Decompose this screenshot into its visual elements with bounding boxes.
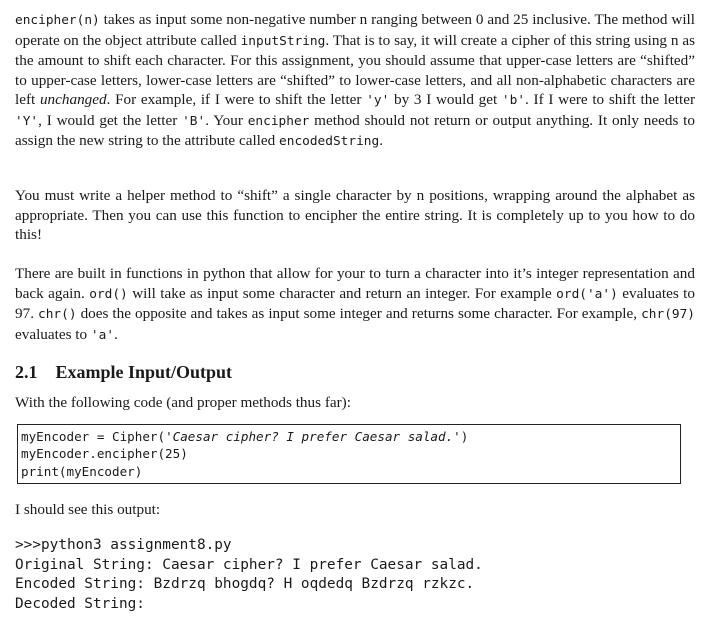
- code-char-y: 'y': [366, 93, 390, 108]
- text-span: method should not return or output anything. It only needs to assign the new string to the attribute called: [15, 111, 695, 149]
- section-heading: [15, 362, 232, 383]
- text-span: With the following code (and proper methods thus far):: [15, 394, 351, 411]
- output-line-command: >>>python3 assignment8.py: [15, 537, 232, 553]
- code-char-B: 'B': [182, 113, 206, 129]
- paragraph-expected-output: [15, 500, 160, 520]
- text-span: takes as input some non-negative number n ranging between 0 and 25 inclusive. The method will operate on the object attribute called: [15, 11, 695, 49]
- code-listing: [17, 424, 681, 484]
- text-span: . If I were to shift the letter: [525, 91, 696, 108]
- section-number: 2.1: [15, 362, 38, 382]
- code-line-1: [21, 428, 677, 445]
- code-char-b: 'b': [501, 93, 526, 108]
- text-span: . For example, if I were to shift the letter: [106, 91, 367, 108]
- code-chr: chr(): [38, 307, 77, 322]
- output-line-decoded: Decoded String:: [15, 595, 145, 612]
- text-span: .: [379, 132, 383, 149]
- code-char-a: 'a': [90, 327, 115, 343]
- text-span: by 3 I would get: [389, 91, 502, 108]
- text-span: There are built in functions in python that allow for your to turn a character into it’s integer representation and back again.: [15, 265, 695, 302]
- code-ord: ord(): [89, 286, 128, 302]
- paragraph-builtin-functions: [15, 264, 695, 345]
- text-span: . That is to say, it will create a cipher of this string using n as the amount to shift each character. For this assignment, you should assume that upper-case letters are “shifted” to upper-case letters, lower-case letters are “shifted” to lower-case letters, and all non-alphabetic characters are left: [15, 31, 695, 108]
- paragraph-encipher-description: [15, 10, 695, 152]
- paragraph-helper-method: [15, 186, 695, 245]
- text-span: . Your: [205, 111, 248, 129]
- code-char-Y: 'Y': [15, 113, 39, 129]
- code-encipher: encipher: [247, 113, 310, 129]
- text-span: I should see this output:: [15, 501, 161, 518]
- code-line-3: print(myEncoder): [21, 463, 143, 479]
- terminal-output: [15, 536, 483, 614]
- text-span: does the opposite and takes as input some integer and returns some character. For example,: [76, 305, 642, 322]
- code-line-2: myEncoder.encipher(25): [21, 446, 188, 462]
- text-span: will take as input some character and return an integer. For example: [127, 284, 557, 302]
- emphasis-unchanged: unchanged: [39, 91, 107, 108]
- code-encodedstring: encodedString: [279, 134, 380, 149]
- code-encipher-signature: encipher(n): [15, 13, 100, 28]
- text-span: You must write a helper method to “shift” a single character by n positions, wrapping around the alphabet as appropriate. Then you can use this function to encipher the entire string. It is completely up to you how to do this!: [15, 187, 695, 243]
- code-ord-a: ord('a'): [556, 286, 618, 302]
- text-span: .: [114, 325, 118, 343]
- paragraph-following-code: [15, 393, 351, 413]
- text-span: , I would get the letter: [38, 111, 183, 129]
- output-line-encoded: Encoded String: Bzdrzq bhogdq? H oqdedq Bzdrzq rzkzc.: [15, 576, 475, 593]
- code-token: ): [460, 429, 469, 444]
- text-span: evaluates to 97.: [15, 284, 695, 322]
- code-token: myEncoder = Cipher(: [21, 429, 166, 444]
- code-chr-97: chr(97): [641, 307, 696, 322]
- output-line-original: Original String: Caesar cipher? I prefer Caesar salad.: [15, 556, 483, 573]
- code-inputstring: inputString: [240, 33, 326, 49]
- code-string-literal: 'Caesar cipher? I prefer Caesar salad.': [165, 429, 461, 444]
- section-title: Example Input/Output: [55, 362, 233, 382]
- text-span: evaluates to: [15, 325, 91, 343]
